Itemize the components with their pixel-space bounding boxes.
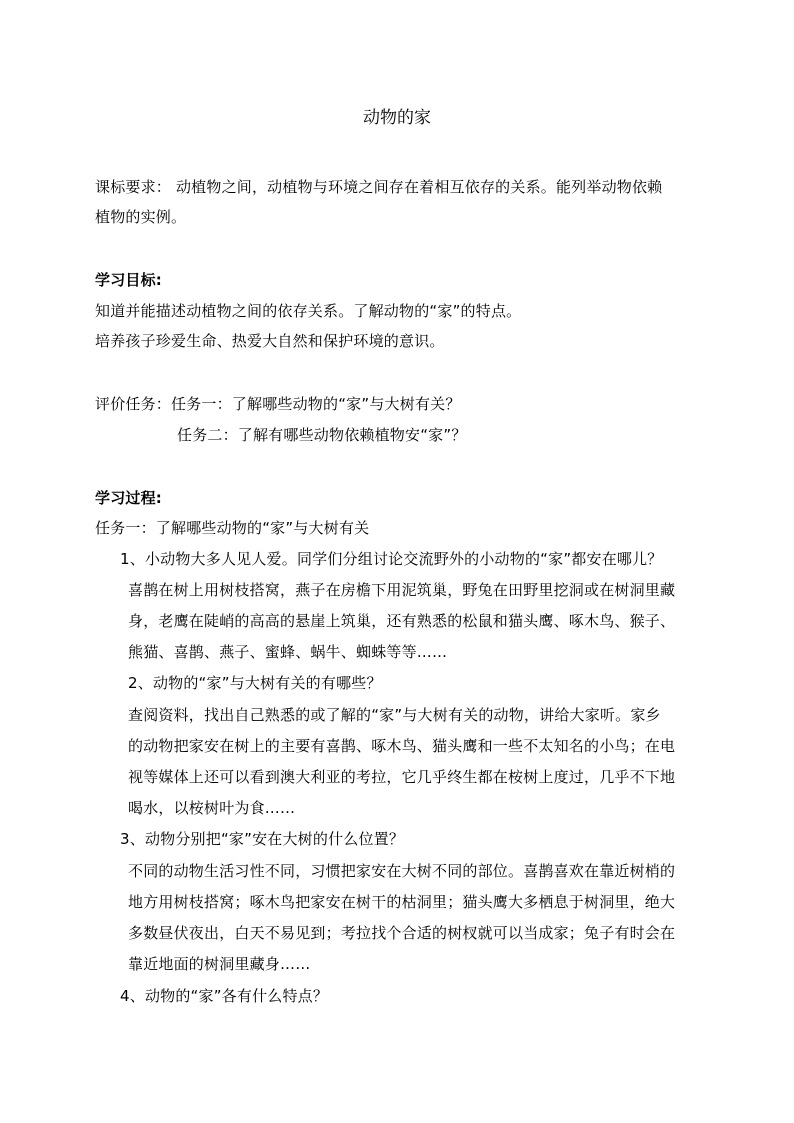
question-4: 4、动物的“家”各有什么特点？ bbox=[120, 987, 329, 1005]
curriculum-line-1: 课标要求： 动植物之间，动植物与环境之间存在着相互依存的关系。能列举动物依赖 bbox=[95, 178, 663, 196]
question-2: 2、动物的“家”与大树有关的有哪些？ bbox=[128, 674, 382, 692]
process-task-1: 任务一：了解哪些动物的“家”与大树有关 bbox=[95, 519, 370, 537]
evaluation-task-1: 评价任务：任务一：了解哪些动物的“家”与大树有关？ bbox=[95, 395, 461, 413]
answer-2-line: 喝水，以桉树叶为食…… bbox=[128, 799, 296, 817]
answer-3-line: 靠近地面的树洞里藏身…… bbox=[128, 955, 311, 973]
process-heading: 学习过程: bbox=[95, 489, 162, 507]
curriculum-line-2: 植物的实例。 bbox=[95, 208, 187, 226]
answer-2-line: 的动物把家安在树上的主要有喜鹊、啄木鸟、猫头鹰和一些不太知名的小鸟；在电 bbox=[128, 737, 676, 755]
objective-item: 知道并能描述动植物之间的依存关系。了解动物的“家”的特点。 bbox=[95, 302, 522, 320]
answer-2-line: 查阅资料，找出自己熟悉的或了解的“家”与大树有关的动物，讲给大家听。家乡 bbox=[128, 706, 661, 724]
evaluation-task-2: 任务二：了解有哪些动物依赖植物安“家”？ bbox=[177, 426, 467, 444]
answer-3-line: 多数昼伏夜出，白天不易见到；考拉找个合适的树杈就可以当成家；兔子有时会在 bbox=[128, 924, 676, 942]
answer-1-line: 身，老鹰在陡峭的高高的悬崖上筑巢，还有熟悉的松鼠和猫头鹰、啄木鸟、猴子、 bbox=[128, 612, 676, 630]
answer-1-line: 熊猫、喜鹊、燕子、蜜蜂、蜗牛、蜘蛛等等…… bbox=[128, 643, 448, 661]
answer-2-line: 视等媒体上还可以看到澳大利亚的考拉，它几乎终生都在桉树上度过，几乎不下地 bbox=[128, 768, 676, 786]
question-3: 3、动物分别把“家”安在大树的什么位置？ bbox=[120, 830, 405, 848]
answer-1-line: 喜鹊在树上用树枝搭窝，燕子在房檐下用泥筑巢，野兔在田野里挖洞或在树洞里藏 bbox=[128, 581, 676, 599]
page-title: 动物的家 bbox=[363, 108, 431, 128]
answer-3-line: 不同的动物生活习性不同，习惯把家安在大树不同的部位。喜鹊喜欢在靠近树梢的 bbox=[128, 862, 676, 880]
objective-item: 培养孩子珍爱生命、热爱大自然和保护环境的意识。 bbox=[95, 332, 445, 350]
objectives-heading: 学习目标: bbox=[95, 271, 162, 289]
question-1: 1、小动物大多人见人爱。同学们分组讨论交流野外的小动物的“家”都安在哪儿？ bbox=[120, 550, 663, 568]
answer-3-line: 地方用树枝搭窝；啄木鸟把家安在树干的枯洞里；猫头鹰大多栖息于树洞里，绝大 bbox=[128, 893, 676, 911]
